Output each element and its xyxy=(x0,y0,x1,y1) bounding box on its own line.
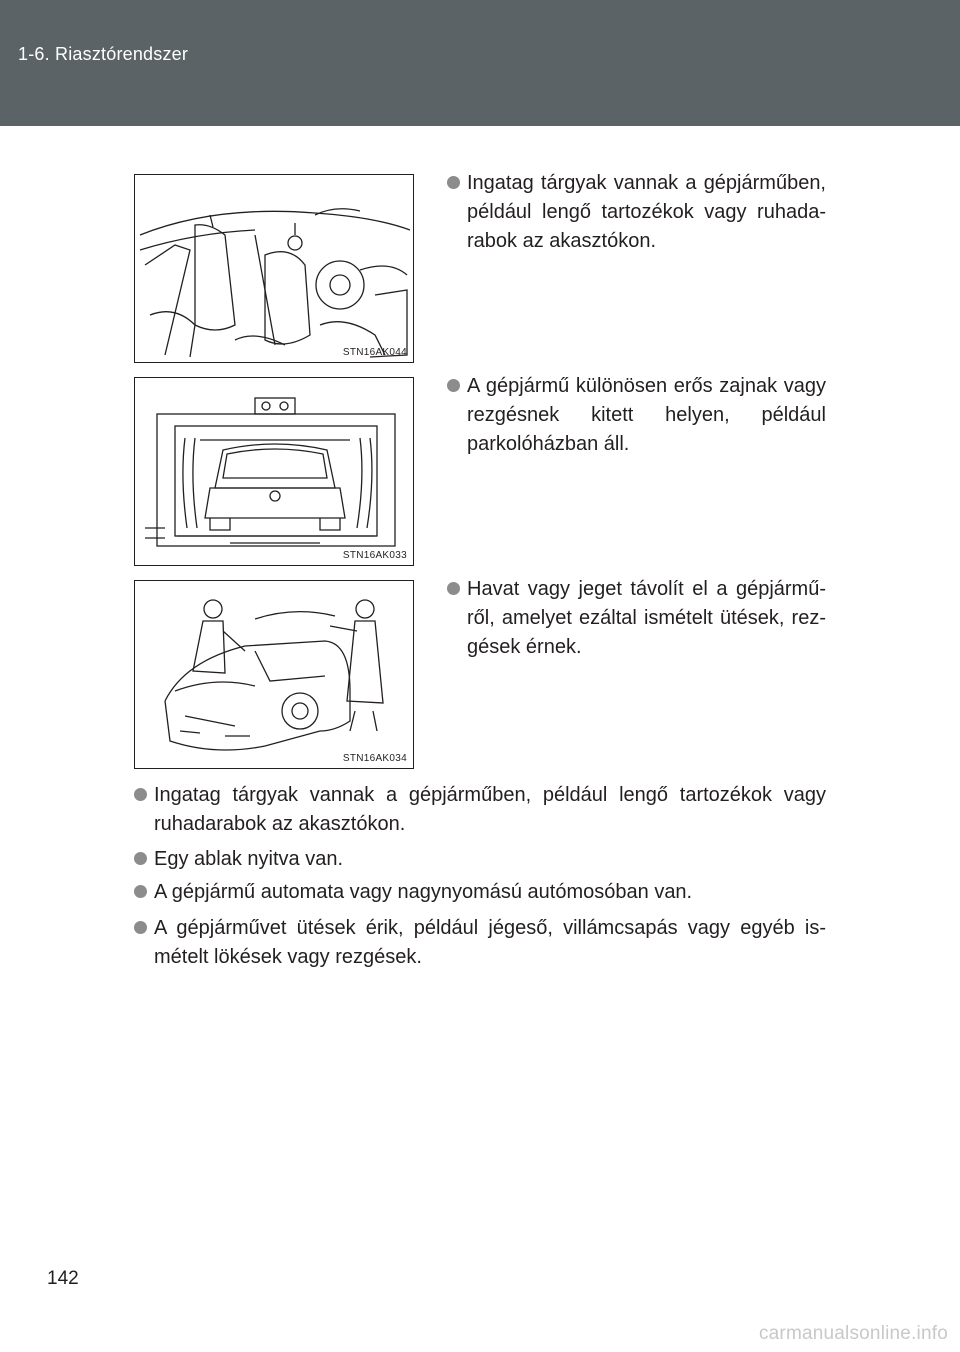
bullet-text: Ingatag tárgyak vannak a gépjárműben, például lengő tartozékok vagy ruhadarabok az akasztókon. xyxy=(154,784,826,835)
bullet-dot-icon xyxy=(447,379,460,392)
bullet-dot-icon xyxy=(134,852,147,865)
side-bullet-item xyxy=(447,169,826,256)
figure-code: STN16AK033 xyxy=(342,550,407,561)
bullet-dot-icon xyxy=(134,885,147,898)
side-bullet-text: Ingatag tárgyak vannak a gépjárműben, például lengő tartozékok vagy ruhada-rabok az akasztókon. xyxy=(467,172,826,252)
page-number: 142 xyxy=(47,1268,79,1289)
car-interior-hanging-objects-illustration xyxy=(135,175,412,361)
bullet-item xyxy=(134,914,826,972)
side-bullet-text: A gépjármű különösen erős zajnak vagy rezgésnek kitett helyen, például parkolóházban áll. xyxy=(467,375,826,455)
bullet-dot-icon xyxy=(447,582,460,595)
bullet-text: Egy ablak nyitva van. xyxy=(154,848,343,870)
figure-car-interior xyxy=(134,174,414,363)
bullet-text: A gépjármű automata vagy nagynyomású autómosóban van. xyxy=(154,881,693,903)
bullet-item xyxy=(134,781,826,839)
side-bullet-item xyxy=(447,372,826,459)
bullet-dot-icon xyxy=(134,921,147,934)
side-bullet-text: Havat vagy jeget távolít el a gépjármű-ről, amelyet ezáltal ismételt ütések, rez-gések érnek. xyxy=(467,578,826,658)
bullet-item xyxy=(134,878,826,907)
section-title: 1-6. Riasztórendszer xyxy=(18,44,189,64)
car-in-parking-garage-vibration-illustration xyxy=(135,378,412,564)
watermark: carmanualsonline.info xyxy=(758,1323,948,1344)
bullet-item xyxy=(134,845,826,874)
figure-code: STN16AK034 xyxy=(342,753,407,764)
people-removing-snow-from-car-illustration xyxy=(135,581,412,767)
side-bullet-item xyxy=(447,575,826,662)
bullet-dot-icon xyxy=(134,788,147,801)
figure-code: STN16AK044 xyxy=(342,347,407,358)
bullet-dot-icon xyxy=(447,176,460,189)
figure-parking-garage xyxy=(134,377,414,566)
bullet-text: A gépjárművet ütések érik, például jégeső, villámcsapás vagy egyéb is-mételt lökések vagy rezgések. xyxy=(154,917,826,968)
figure-snow-removal xyxy=(134,580,414,769)
page-header xyxy=(0,0,960,126)
